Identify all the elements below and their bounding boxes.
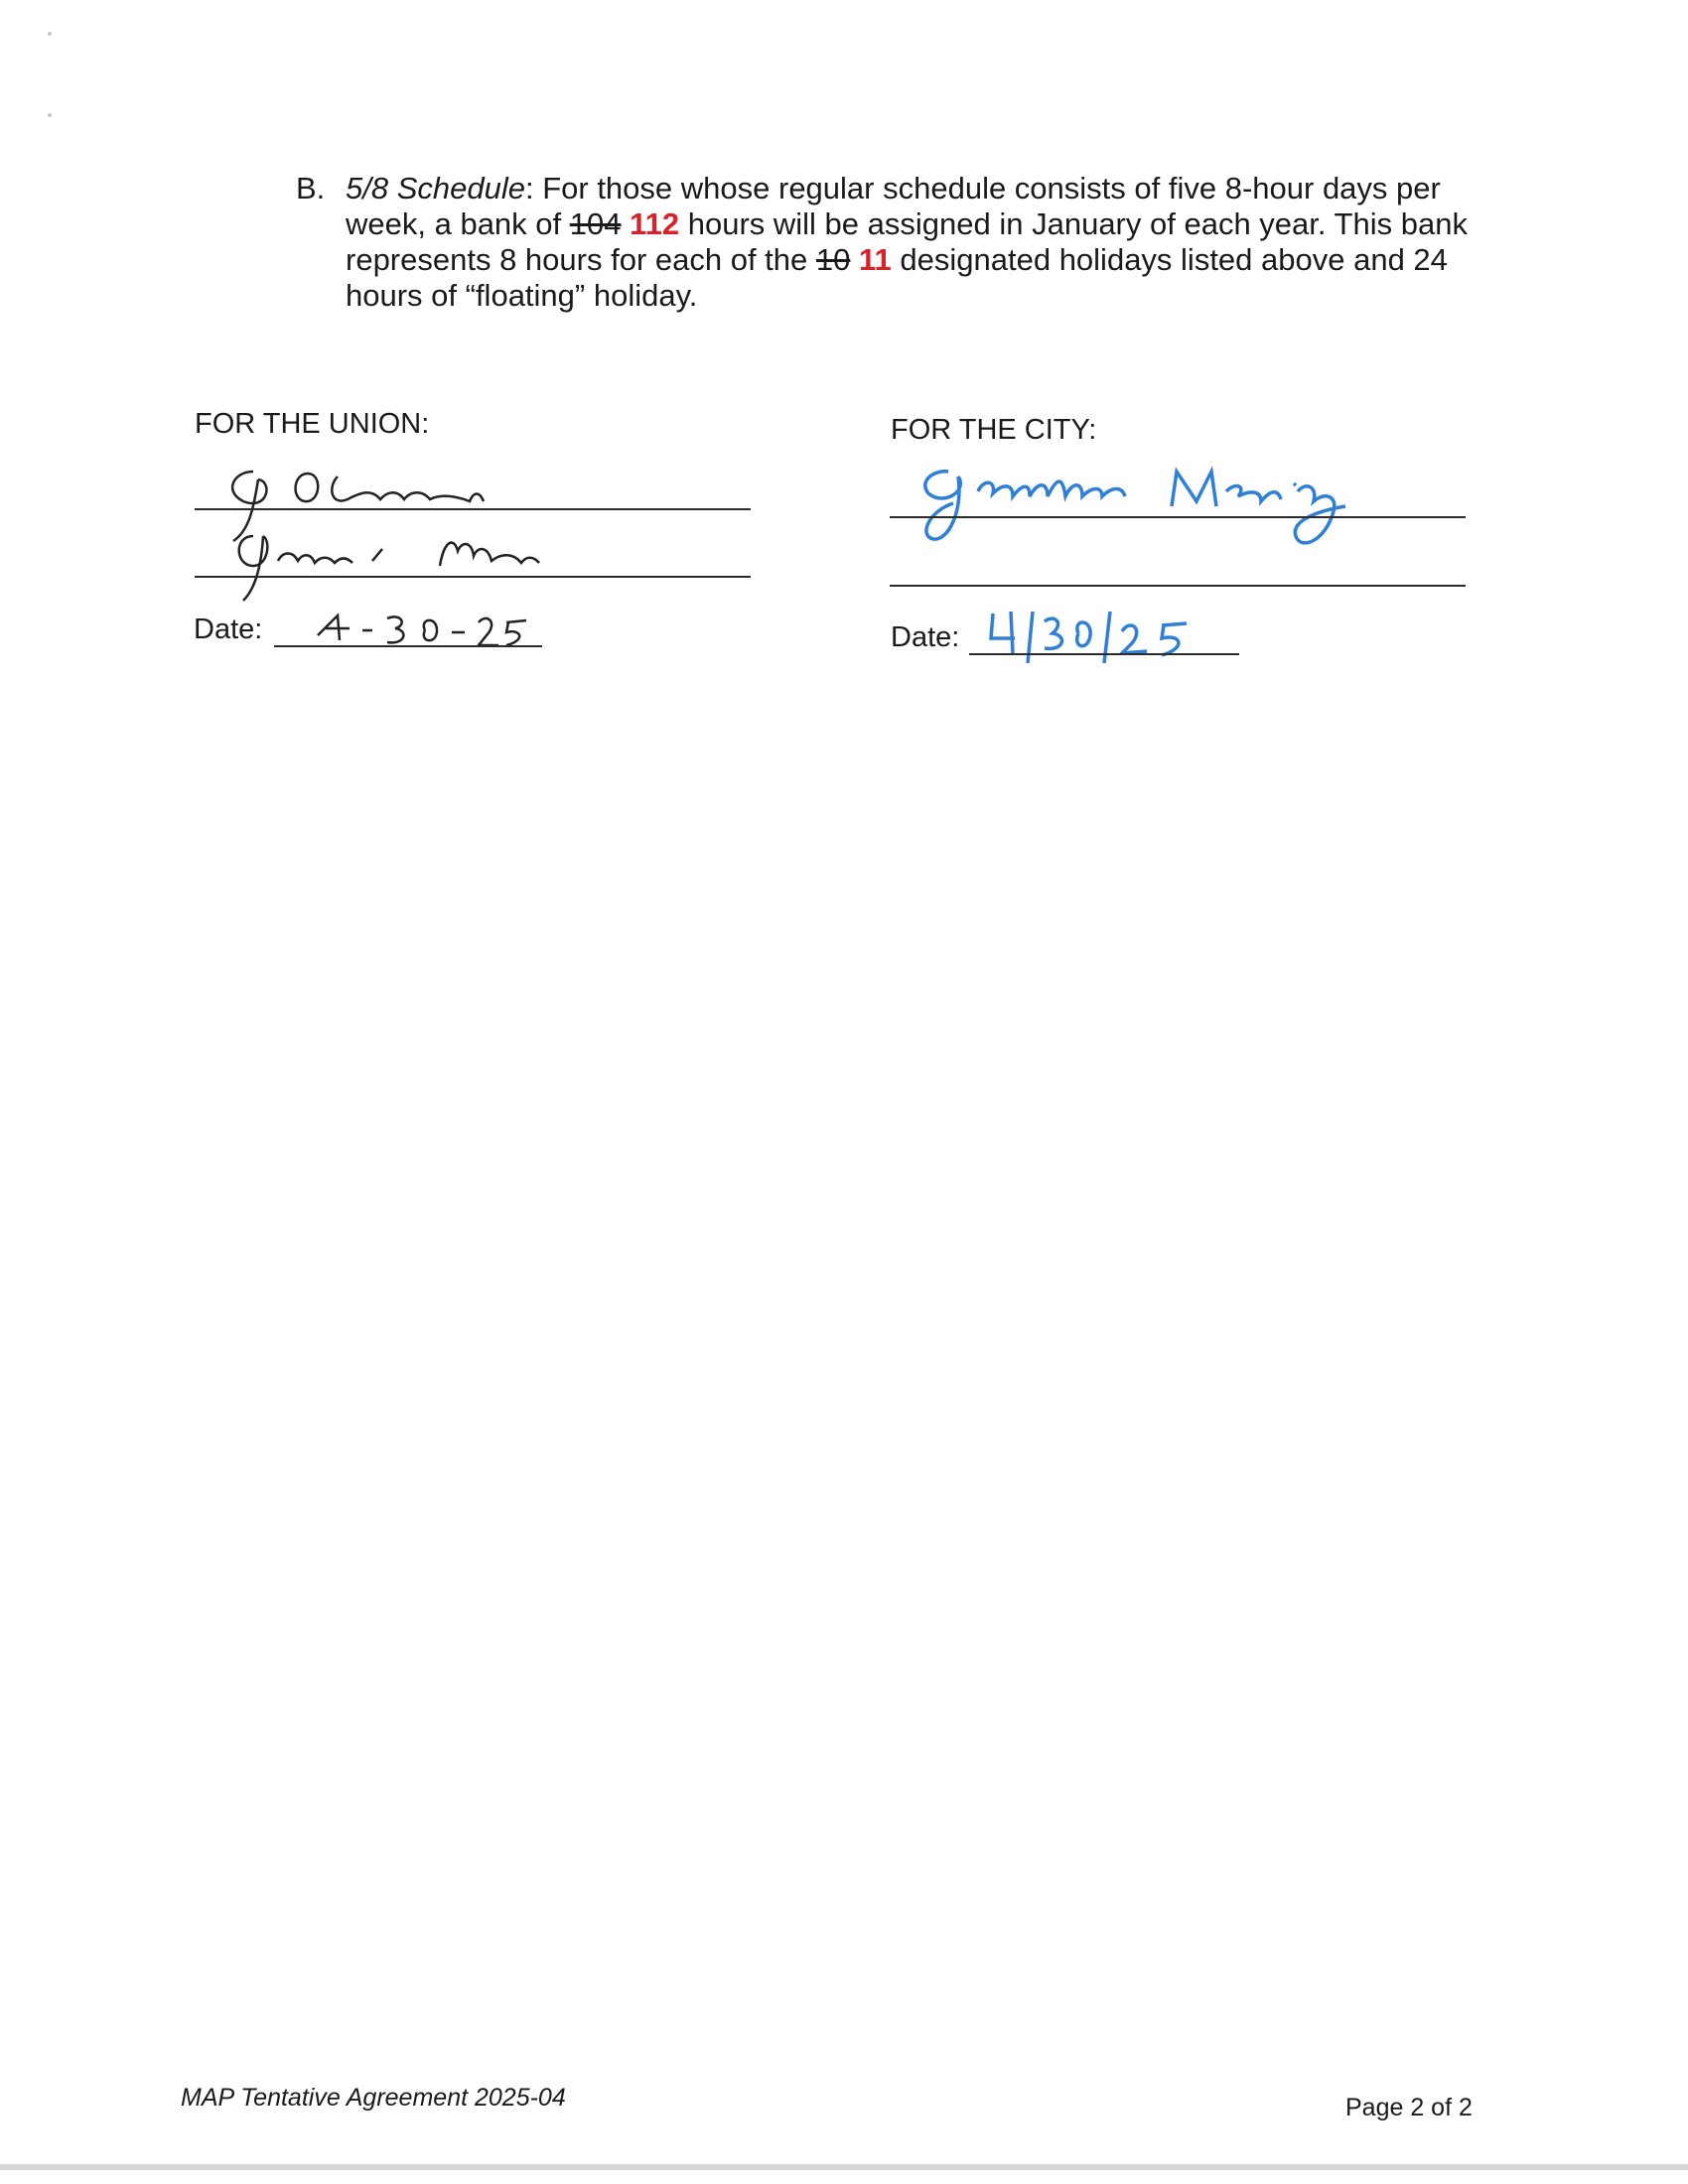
scan-bottom-edge — [0, 2164, 1688, 2170]
section-b-body — [346, 171, 1492, 314]
footer-document-title: MAP Tentative Agreement 2025-04 — [181, 2084, 566, 2112]
union-signature-2 — [223, 521, 581, 611]
section-b — [296, 171, 1492, 314]
union-date-line — [274, 645, 542, 647]
city-date-label: Date: — [891, 621, 960, 653]
union-date-handwritten — [308, 601, 546, 660]
section-text-2: hours will be assigned in January of each year. This bank represents 8 hours for each of the — [346, 206, 1468, 277]
city-signature-line-2 — [890, 585, 1466, 587]
scan-speck — [48, 32, 52, 36]
union-label: FOR THE UNION: — [195, 408, 430, 440]
new-holidays: 11 — [859, 242, 892, 277]
section-text-3: designated holidays listed above and 24 hours of “floating” holiday. — [346, 242, 1448, 313]
struck-holidays: 10 — [815, 242, 851, 277]
city-signature-line-1 — [890, 516, 1466, 518]
section-marker: B. — [296, 171, 326, 205]
city-date-handwritten — [983, 604, 1201, 673]
union-date-label: Date: — [194, 614, 263, 645]
union-signature-line-2 — [195, 576, 751, 578]
city-signature-1 — [909, 452, 1385, 571]
union-signature-line-1 — [195, 508, 751, 510]
scan-speck — [48, 113, 52, 117]
section-heading: 5/8 Schedule — [346, 171, 525, 205]
city-label: FOR THE CITY: — [891, 414, 1097, 446]
section-text-1: : For those whose regular schedule consists of five 8-hour days per week, a bank of — [346, 171, 1441, 241]
city-date-line — [969, 653, 1239, 655]
struck-hours: 104 — [569, 206, 622, 241]
new-hours: 112 — [630, 206, 680, 241]
footer-page-number: Page 2 of 2 — [1345, 2094, 1473, 2121]
